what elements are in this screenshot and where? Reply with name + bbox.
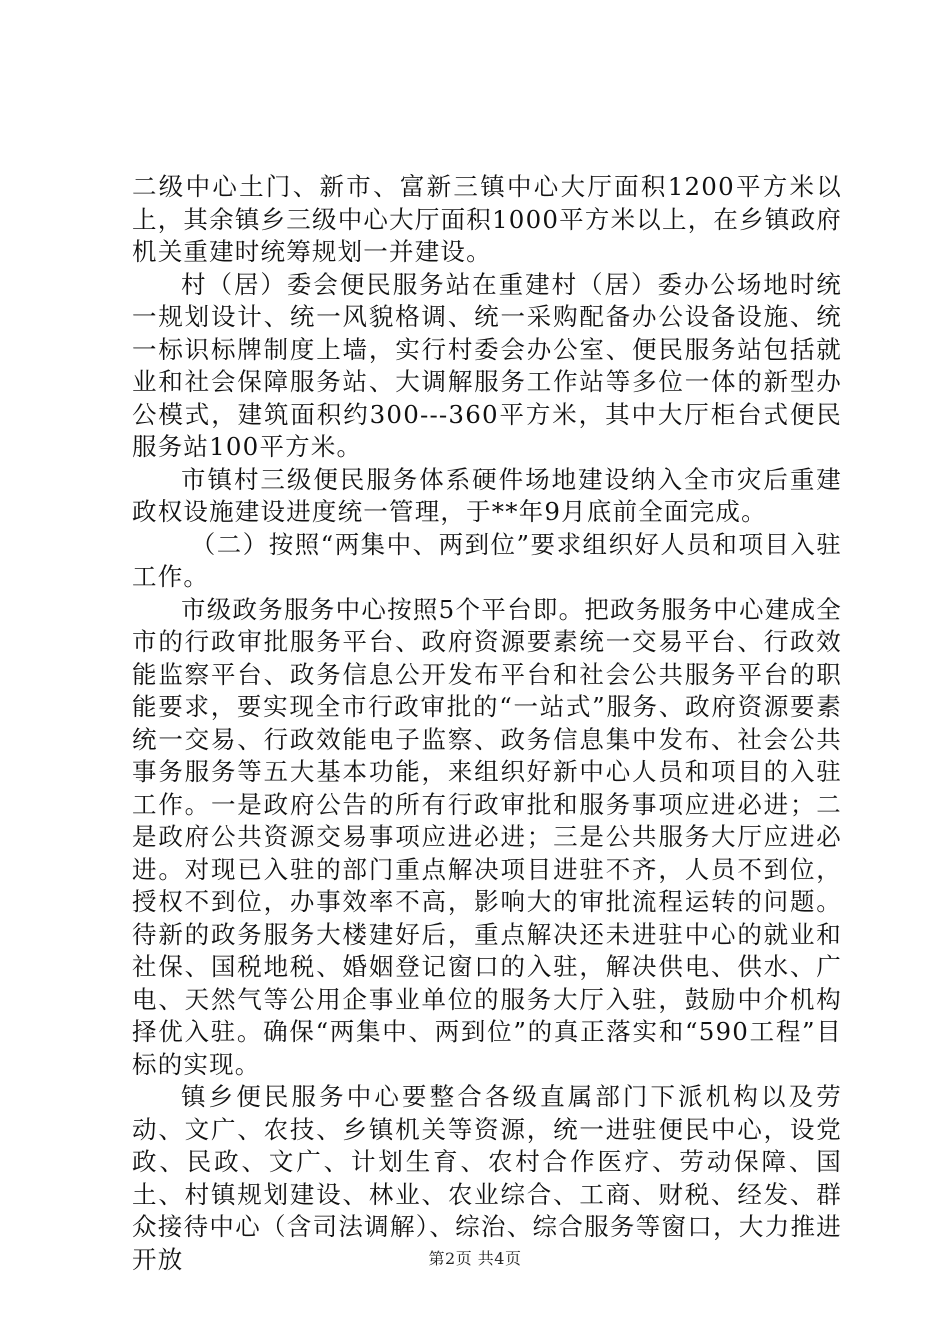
document-body — [132, 171, 842, 1276]
page-number-label: 第2页 共4页 — [428, 1249, 522, 1268]
paragraph-hardware-construction: 市镇村三级便民服务体系硬件场地建设纳入全市灾后重建政权设施建设进度统一管理，于**年9月底前全面完成。 — [132, 464, 842, 526]
paragraph-continuation: 二级中心土门、新市、富新三镇中心大厅面积1200平方米以上，其余镇乡三级中心大厅面积1000平方米以上，在乡镇政府机关重建时统筹规划一并建设。 — [132, 172, 842, 266]
page-footer — [0, 1246, 950, 1269]
section-heading-two: （二）按照“两集中、两到位”要求组织好人员和项目入驻工作。 — [132, 529, 842, 591]
paragraph-village-service-station: 村（居）委会便民服务站在重建村（居）委办公场地时统一规划设计、统一风貌格调、统一采购配备办公设备设施、统一标识标牌制度上墙，实行村委会办公室、便民服务站包括就业和社会保障服务站、大调解服务工作站等多位一体的新型办公模式，建筑面积约300---360平方米，其中大厅柜台式便民服务站100平方米。 — [132, 269, 842, 461]
paragraph-town-service-center: 镇乡便民服务中心要整合各级直属部门下派机构以及劳动、文广、农技、乡镇机关等资源，统一进驻便民中心，设党政、民政、文广、计划生育、农村合作医疗、劳动保障、国土、村镇规划建设、林业、农业综合、工商、财税、经发、群众接待中心（含司法调解）、综治、综合服务等窗口，大力推进开放 — [132, 1082, 842, 1274]
paragraph-city-service-center: 市级政务服务中心按照5个平台即。把政务服务中心建成全市的行政审批服务平台、政府资源要素统一交易平台、行政效能监察平台、政务信息公开发布平台和社会公共服务平台的职能要求，要实现全市行政审批的“一站式”服务、政府资源要素统一交易、行政效能电子监察、政务信息集中发布、社会公共事务服务等五大基本功能，来组织好新中心人员和项目的入驻工作。一是政府公告的所有行政审批和服务事项应进必进；二是政府公共资源交易事项应进必进；三是公共服务大厅应进必进。对现已入驻的部门重点解决项目进驻不齐，人员不到位，授权不到位，办事效率不高，影响大的审批流程运转的问题。待新的政务服务大楼建好后，重点解决还未进驻中心的就业和社保、国税地税、婚姻登记窗口的入驻，解决供电、供水、广电、天然气等公用企事业单位的服务大厅入驻，鼓励中介机构择优入驻。确保“两集中、两到位”的真正落实和“590工程”目标的实现。 — [132, 594, 842, 1079]
